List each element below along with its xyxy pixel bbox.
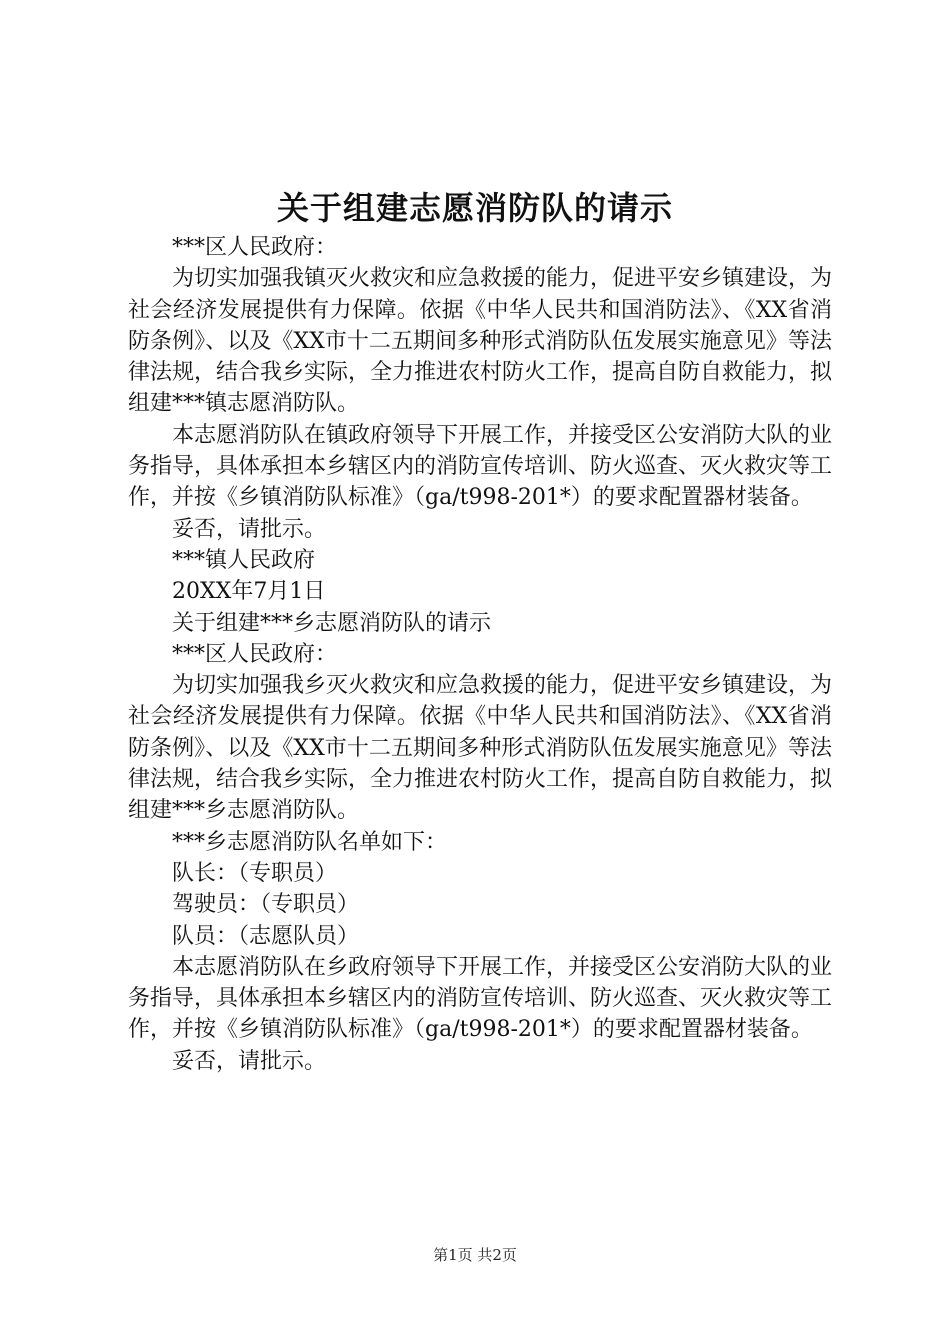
closing-request: 妥否，请批示。 bbox=[172, 1048, 327, 1074]
paragraph-purpose: 为切实加强我乡灭火救灾和应急救援的能力，促进平安乡镇建设，为社会经济发展提供有力保障。依据《中华人民共和国消防法》、《XX省消防条例》、以及《XX市十二五期间多种形式消防队伍发展实施意见》等法律法规，结合我乡实际，全力推进农村防火工作，提高自防自救能力，拟组建***乡志愿消防队。 bbox=[128, 673, 833, 824]
date: 20XX年7月1日 bbox=[172, 579, 326, 605]
document-body bbox=[128, 232, 832, 1077]
roster-item: 驾驶员：（专职员） bbox=[172, 892, 360, 918]
roster-item: 队员：（志愿队员） bbox=[172, 923, 360, 949]
salutation: ***区人民政府： bbox=[172, 235, 338, 260]
roster-item: 队长：（专职员） bbox=[172, 860, 338, 886]
paragraph-duties: 本志愿消防队在乡政府领导下开展工作，并接受区公安消防大队的业务指导，具体承担本乡辖区内的消防宣传培训、防火巡查、灭火救灾等工作，并按《乡镇消防队标准》（ga/t998-201*）的要求配置器材装备。 bbox=[128, 954, 833, 1043]
salutation: ***区人民政府： bbox=[172, 641, 338, 667]
sender: ***镇人民政府 bbox=[172, 547, 316, 573]
page-number: 第1页 共2页 bbox=[433, 1246, 517, 1264]
paragraph-purpose: 为切实加强我镇灭火救灾和应急救援的能力，促进平安乡镇建设，为社会经济发展提供有力保障。依据《中华人民共和国消防法》、《XX省消防条例》、以及《XX市十二五期间多种形式消防队伍发展实施意见》等法律法规，结合我乡实际，全力推进农村防火工作，提高自防自救能力，拟组建***镇志愿消防队。 bbox=[128, 266, 833, 417]
roster-intro: ***乡志愿消防队名单如下： bbox=[172, 829, 448, 855]
subtitle: 关于组建***乡志愿消防队的请示 bbox=[172, 610, 492, 636]
closing-request: 妥否，请批示。 bbox=[172, 516, 327, 542]
paragraph-duties: 本志愿消防队在镇政府领导下开展工作，并接受区公安消防大队的业务指导，具体承担本乡辖区内的消防宣传培训、防火巡查、灭火救灾等工作，并按《乡镇消防队标准》（ga/t998-201*）的要求配置器材装备。 bbox=[128, 422, 833, 511]
document-title: 关于组建志愿消防队的请示 bbox=[276, 189, 673, 227]
